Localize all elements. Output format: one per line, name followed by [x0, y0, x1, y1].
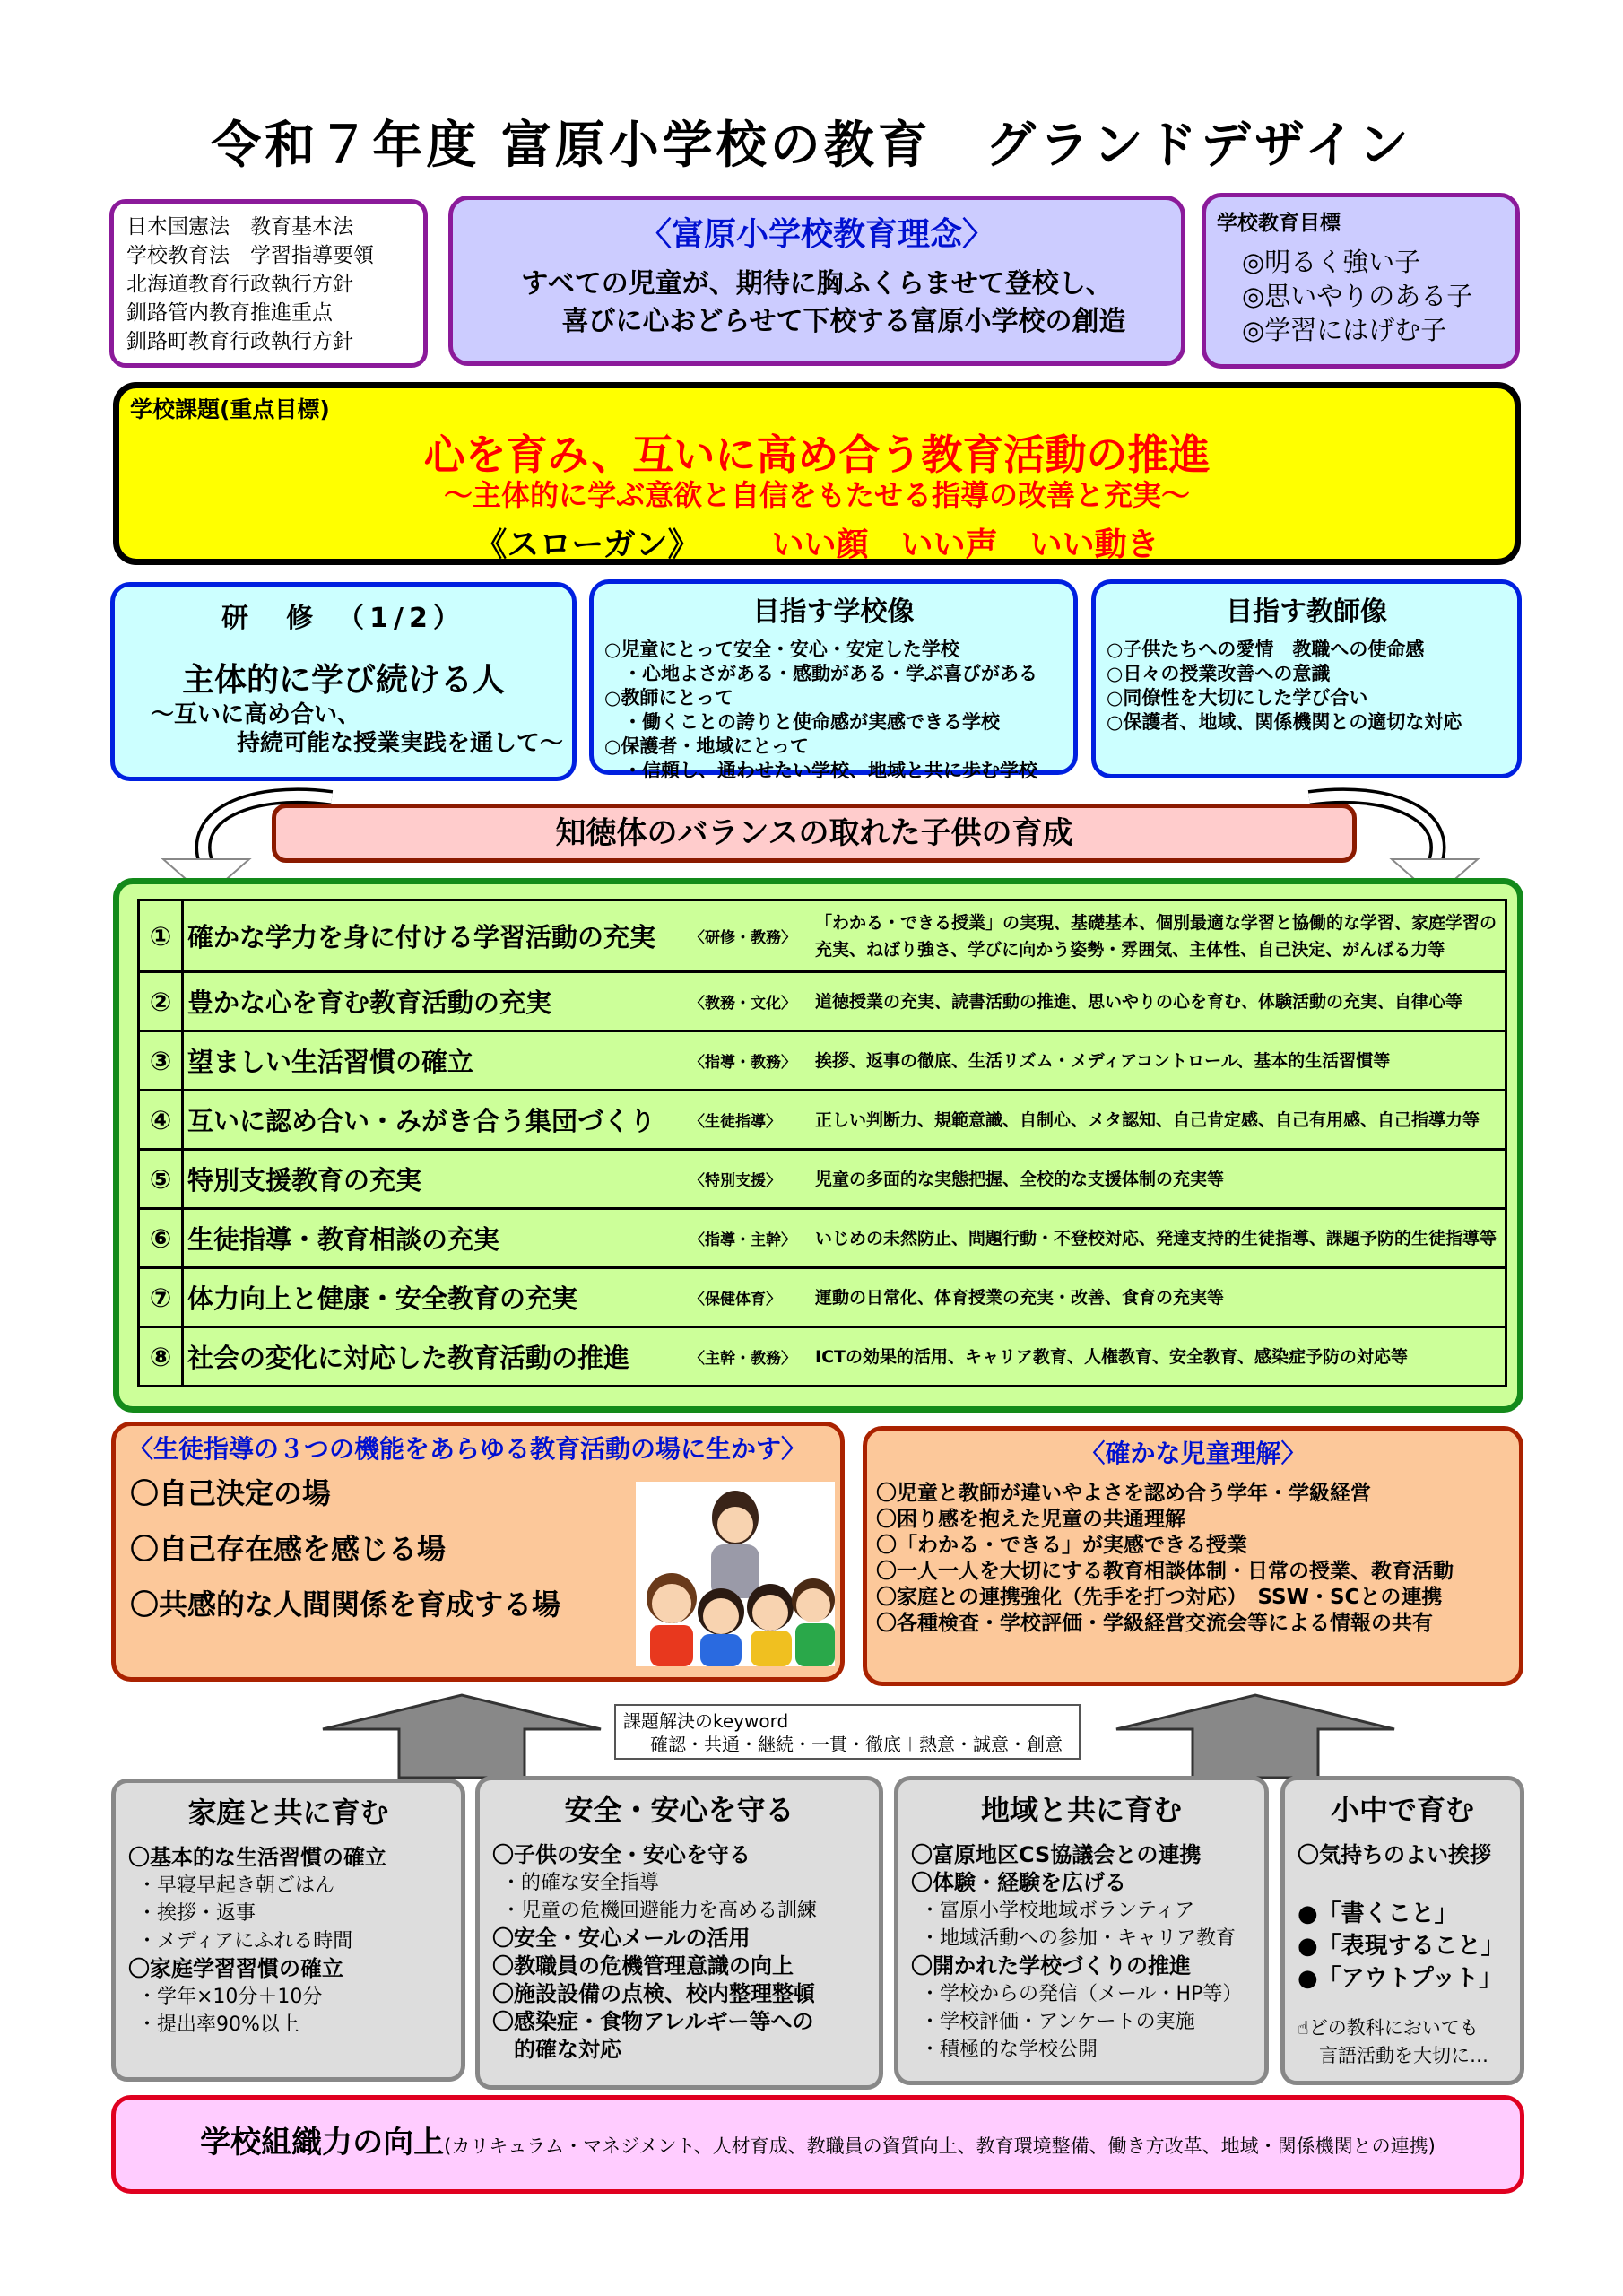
table-row — [139, 1150, 1506, 1209]
law-item: 釧路町教育行政執行方針 — [126, 330, 353, 353]
table-row — [139, 972, 1506, 1031]
school-theme-box — [113, 382, 1521, 565]
table-row — [139, 1327, 1506, 1387]
up-arrow-left-icon — [314, 1692, 610, 1781]
community-note: ・富原小学校地域ボランティア — [920, 1900, 1195, 1922]
safety-bold: 的確な対応 — [492, 2037, 621, 2062]
training-heading: 研 修 （1/2） — [221, 603, 465, 634]
home-note: ・挨拶・返事 — [137, 1902, 256, 1925]
item-desc: 正しい判断力、規範意識、自制心、メタ認知、自己肯定感、自己有用感、自己指導力等 — [815, 1109, 1480, 1130]
item-number: ② — [139, 972, 183, 1031]
guidance-heading: 〈生徒指導の３つの機能をあらゆる教育活動の場に生かす〉 — [128, 1434, 807, 1464]
item-number: ⑦ — [139, 1268, 183, 1327]
item-desc: ICTの効果的活用、キャリア教育、人権教育、安全教育、感染症予防の対応等 — [815, 1346, 1408, 1367]
home-note: ・提出率90%以上 — [137, 2013, 299, 2036]
community-heading: 地域と共に育む — [980, 1793, 1182, 1827]
elem-junior-heading: 小中で育む — [1330, 1793, 1474, 1827]
child-understanding-heading: 〈確かな児童理解〉 — [1080, 1439, 1306, 1468]
philosophy-line: 喜びに心おどらせて下校する富原小学校の創造 — [561, 306, 1126, 337]
item-number: ⑥ — [139, 1209, 183, 1268]
teacher-children-illustration — [636, 1482, 835, 1666]
goal-item: ◎思いやりのある子 — [1242, 281, 1473, 311]
item-name: 体力向上と健康・安全教育の充実 — [187, 1283, 578, 1314]
list-item: 〇困り感を抱えた児童の共通理解 — [876, 1508, 1185, 1531]
list-item: 〇各種検査・学校評価・学級経営交流会等による情報の共有 — [876, 1612, 1433, 1635]
goal-item: ◎学習にはげむ子 — [1242, 315, 1447, 345]
community-bold: 〇開かれた学校づくりの推進 — [911, 1953, 1191, 1979]
slogan-label: 《スローガン》 — [474, 526, 700, 563]
guidance-item: 〇共感的な人間関係を育成する場 — [130, 1587, 561, 1622]
home-box — [111, 1779, 465, 2082]
item-desc: 挨拶、返事の徹底、生活リズム・メディアコントロール、基本的生活習慣等 — [815, 1050, 1391, 1071]
item-desc: 「わかる・できる授業」の実現、基礎基本、個別最適な学習と協働的な学習、家庭学習の充実、ねばり強さ、学びに向かう姿勢・雰囲気、主体性、自己決定、がんばる力等 — [815, 912, 1497, 960]
home-note: ・早寝早起き朝ごはん — [137, 1874, 335, 1897]
item-number: ⑤ — [139, 1150, 183, 1209]
keyword-box — [614, 1704, 1081, 1760]
list-item: 〇一人一人を大切にする教育相談体制・日常の授業、教育活動 — [876, 1560, 1454, 1583]
theme-sub: ～主体的に学ぶ意欲と自信をもたせる指導の改善と充実～ — [443, 478, 1190, 512]
school-image-heading: 目指す学校像 — [752, 596, 915, 628]
item-dept: 〈教務・文化〉 — [690, 995, 796, 1013]
goal-item: ◎明るく強い子 — [1242, 247, 1421, 277]
safety-bold: 〇施設設備の点検、校内整理整頓 — [492, 1981, 815, 2006]
home-note: ・学年×10分＋10分 — [137, 1986, 323, 2008]
goals-box — [1202, 193, 1520, 369]
training-box — [110, 582, 577, 781]
laws-box — [109, 199, 428, 368]
community-note: ・学校からの発信（メール・HP等） — [920, 1983, 1243, 2005]
theme-label: 学校課題(重点目標) — [130, 396, 330, 422]
philosophy-box — [448, 196, 1185, 366]
community-bold: 〇体験・経験を広げる — [911, 1870, 1126, 1895]
item-desc: いじめの未然防止、問題行動・不登校対応、発達支持的生徒指導、課題予防的生徒指導等 — [815, 1228, 1497, 1248]
law-item: 釧路管内教育推進重点 — [126, 301, 333, 325]
safety-heading: 安全・安心を守る — [564, 1793, 794, 1827]
page-title: 令和７年度 富原小学校の教育 グランドデザイン — [211, 117, 1412, 175]
child-understanding-box — [863, 1426, 1523, 1686]
community-note: ・地域活動への参加・キャリア教育 — [920, 1927, 1237, 1950]
up-arrow-right-icon — [1107, 1692, 1403, 1781]
safety-bold: 〇安全・安心メールの活用 — [492, 1926, 751, 1951]
training-sub: ～互いに高め合い、 — [151, 701, 361, 728]
community-bold: 〇富原地区CS協議会との連携 — [911, 1842, 1202, 1867]
teacher-image-box — [1091, 579, 1522, 778]
keyword-label: 課題解決のkeyword — [623, 1710, 789, 1732]
safety-bold: 〇教職員の危機管理意識の向上 — [492, 1953, 794, 1979]
item-dept: 〈保健体育〉 — [690, 1291, 781, 1309]
goals-heading: 学校教育目標 — [1217, 212, 1341, 235]
community-box — [894, 1776, 1269, 2085]
item-dept: 〈指導・教務〉 — [690, 1054, 796, 1072]
item-number: ⑧ — [139, 1327, 183, 1387]
community-note: ・積極的な学校公開 — [920, 2039, 1098, 2061]
item-desc: 道徳授業の充実、読書活動の推進、思いやりの心を育む、体験活動の充実、自律心等 — [815, 991, 1463, 1012]
school-image-text: ○児童にとって安全・安心・安定した学校 ・心地よさがある・感動がある・学ぶ喜びがある ○教師にとって ・働くことの誇りと使命感が実感できる学校 ○保護者・地域にとって ・信頼し、通わせたい学校、地域と共に歩む学校 — [604, 639, 1037, 781]
item-desc: 運動の日常化、体育授業の充実・改善、食育の充実等 — [815, 1287, 1225, 1308]
guidance-box — [111, 1422, 845, 1682]
balance-banner: 知徳体のバランスの取れた子供の育成 — [272, 804, 1357, 863]
teacher-image-heading: 目指す教師像 — [1226, 596, 1387, 628]
table-row — [139, 900, 1506, 972]
item-dept: 〈特別支援〉 — [690, 1172, 781, 1190]
elem-junior-item: ●「書くこと」 — [1298, 1900, 1458, 1927]
guidance-item: 〇自己存在感を感じる場 — [130, 1532, 447, 1566]
philosophy-heading: 〈富原小学校教育理念〉 — [638, 216, 994, 253]
organization-main: 学校組織力の向上 — [200, 2125, 445, 2161]
elem-junior-item: ●「アウトプット」 — [1298, 1965, 1503, 1992]
slogan-text: いい顔 いい声 いい動き — [771, 526, 1159, 563]
item-dept: 〈生徒指導〉 — [690, 1113, 781, 1131]
keyword-words: 確認・共通・継続・一貫・徹底＋熱意・誠意・創意 — [650, 1734, 1063, 1755]
philosophy-line: すべての児童が、期待に胸ふくらませて登校し、 — [521, 268, 1113, 300]
list-item: 〇家庭との連携強化（先手を打つ対応） SSW・SCとの連携 — [876, 1586, 1443, 1609]
slogan — [119, 519, 1515, 565]
safety-box — [475, 1776, 883, 2090]
table-row — [139, 1268, 1506, 1327]
elem-junior-box — [1280, 1776, 1524, 2085]
elem-junior-note: ☝どの教科においても — [1298, 2017, 1479, 2039]
item-name: 社会の変化に対応した教育活動の推進 — [187, 1343, 630, 1373]
teacher-image-text: ○子供たちへの愛情 教職への使命感 ○日々の授業改善への意識 ○同僚性を大切にした学び合い ○保護者、地域、関係機関との適切な対応 — [1107, 639, 1462, 733]
list-item: 〇児童と教師が違いやよさを認め合う学年・学級経営 — [876, 1482, 1371, 1505]
priority-table — [137, 899, 1507, 1387]
school-image-box — [589, 579, 1078, 781]
training-sub: 持続可能な授業実践を通して～ — [236, 730, 563, 757]
safety-note: ・児童の危機回避能力を高める訓練 — [501, 1900, 818, 1922]
item-number: ① — [139, 900, 183, 972]
law-item: 北海道教育行政執行方針 — [126, 273, 353, 296]
item-dept: 〈指導・主幹〉 — [690, 1231, 796, 1249]
table-row — [139, 1209, 1506, 1268]
community-note: ・学校評価・アンケートの実施 — [920, 2011, 1195, 2033]
guidance-item: 〇自己決定の場 — [130, 1476, 332, 1510]
item-number: ④ — [139, 1091, 183, 1150]
item-dept: 〈研修・教務〉 — [690, 929, 796, 947]
item-dept: 〈主幹・教務〉 — [690, 1350, 796, 1368]
table-row — [139, 1091, 1506, 1150]
elem-junior-item: ●「表現すること」 — [1298, 1933, 1505, 1960]
safety-note: ・的確な安全指導 — [501, 1872, 660, 1894]
item-desc: 児童の多面的な実態把握、全校的な支援体制の充実等 — [815, 1169, 1225, 1189]
table-row — [139, 1031, 1506, 1091]
law-item: 学校教育法 学習指導要領 — [126, 244, 374, 267]
training-main: 主体的に学び続ける人 — [181, 662, 505, 699]
elem-junior-bold: 〇気持ちのよい挨拶 — [1298, 1842, 1491, 1867]
elem-junior-note: 言語活動を大切に… — [1319, 2045, 1488, 2066]
item-number: ③ — [139, 1031, 183, 1091]
organization-sub: (カリキュラム・マネジメント、人材育成、教職員の資質向上、教育環境整備、働き方改革、地域・関係機関との連携) — [444, 2135, 1436, 2157]
home-note: ・メディアにふれる時間 — [137, 1930, 353, 1952]
organization-banner — [111, 2095, 1524, 2194]
law-item: 日本国憲法 教育基本法 — [126, 215, 353, 239]
home-heading: 家庭と共に育む — [187, 1796, 389, 1830]
item-name: 特別支援教育の充実 — [187, 1165, 422, 1196]
list-item: 〇「わかる・できる」が実感できる授業 — [876, 1534, 1247, 1557]
safety-bold: 〇感染症・食物アレルギー等への — [492, 2009, 814, 2034]
item-name: 豊かな心を育む教育活動の充実 — [187, 987, 552, 1018]
priority-items-box — [113, 878, 1523, 1413]
item-name: 生徒指導・教育相談の充実 — [187, 1224, 500, 1255]
item-name: 確かな学力を身に付ける学習活動の充実 — [187, 922, 656, 952]
safety-bold: 〇子供の安全・安心を守る — [492, 1842, 751, 1867]
home-bold: 〇基本的な生活習慣の確立 — [128, 1845, 386, 1870]
item-name: 望ましい生活習慣の確立 — [187, 1047, 474, 1077]
item-name: 互いに認め合い・みがき合う集団づくり — [187, 1106, 656, 1136]
home-bold: 〇家庭学習習慣の確立 — [128, 1956, 343, 1981]
theme-main: 心を育み、互いに高め合う教育活動の推進 — [423, 430, 1211, 479]
